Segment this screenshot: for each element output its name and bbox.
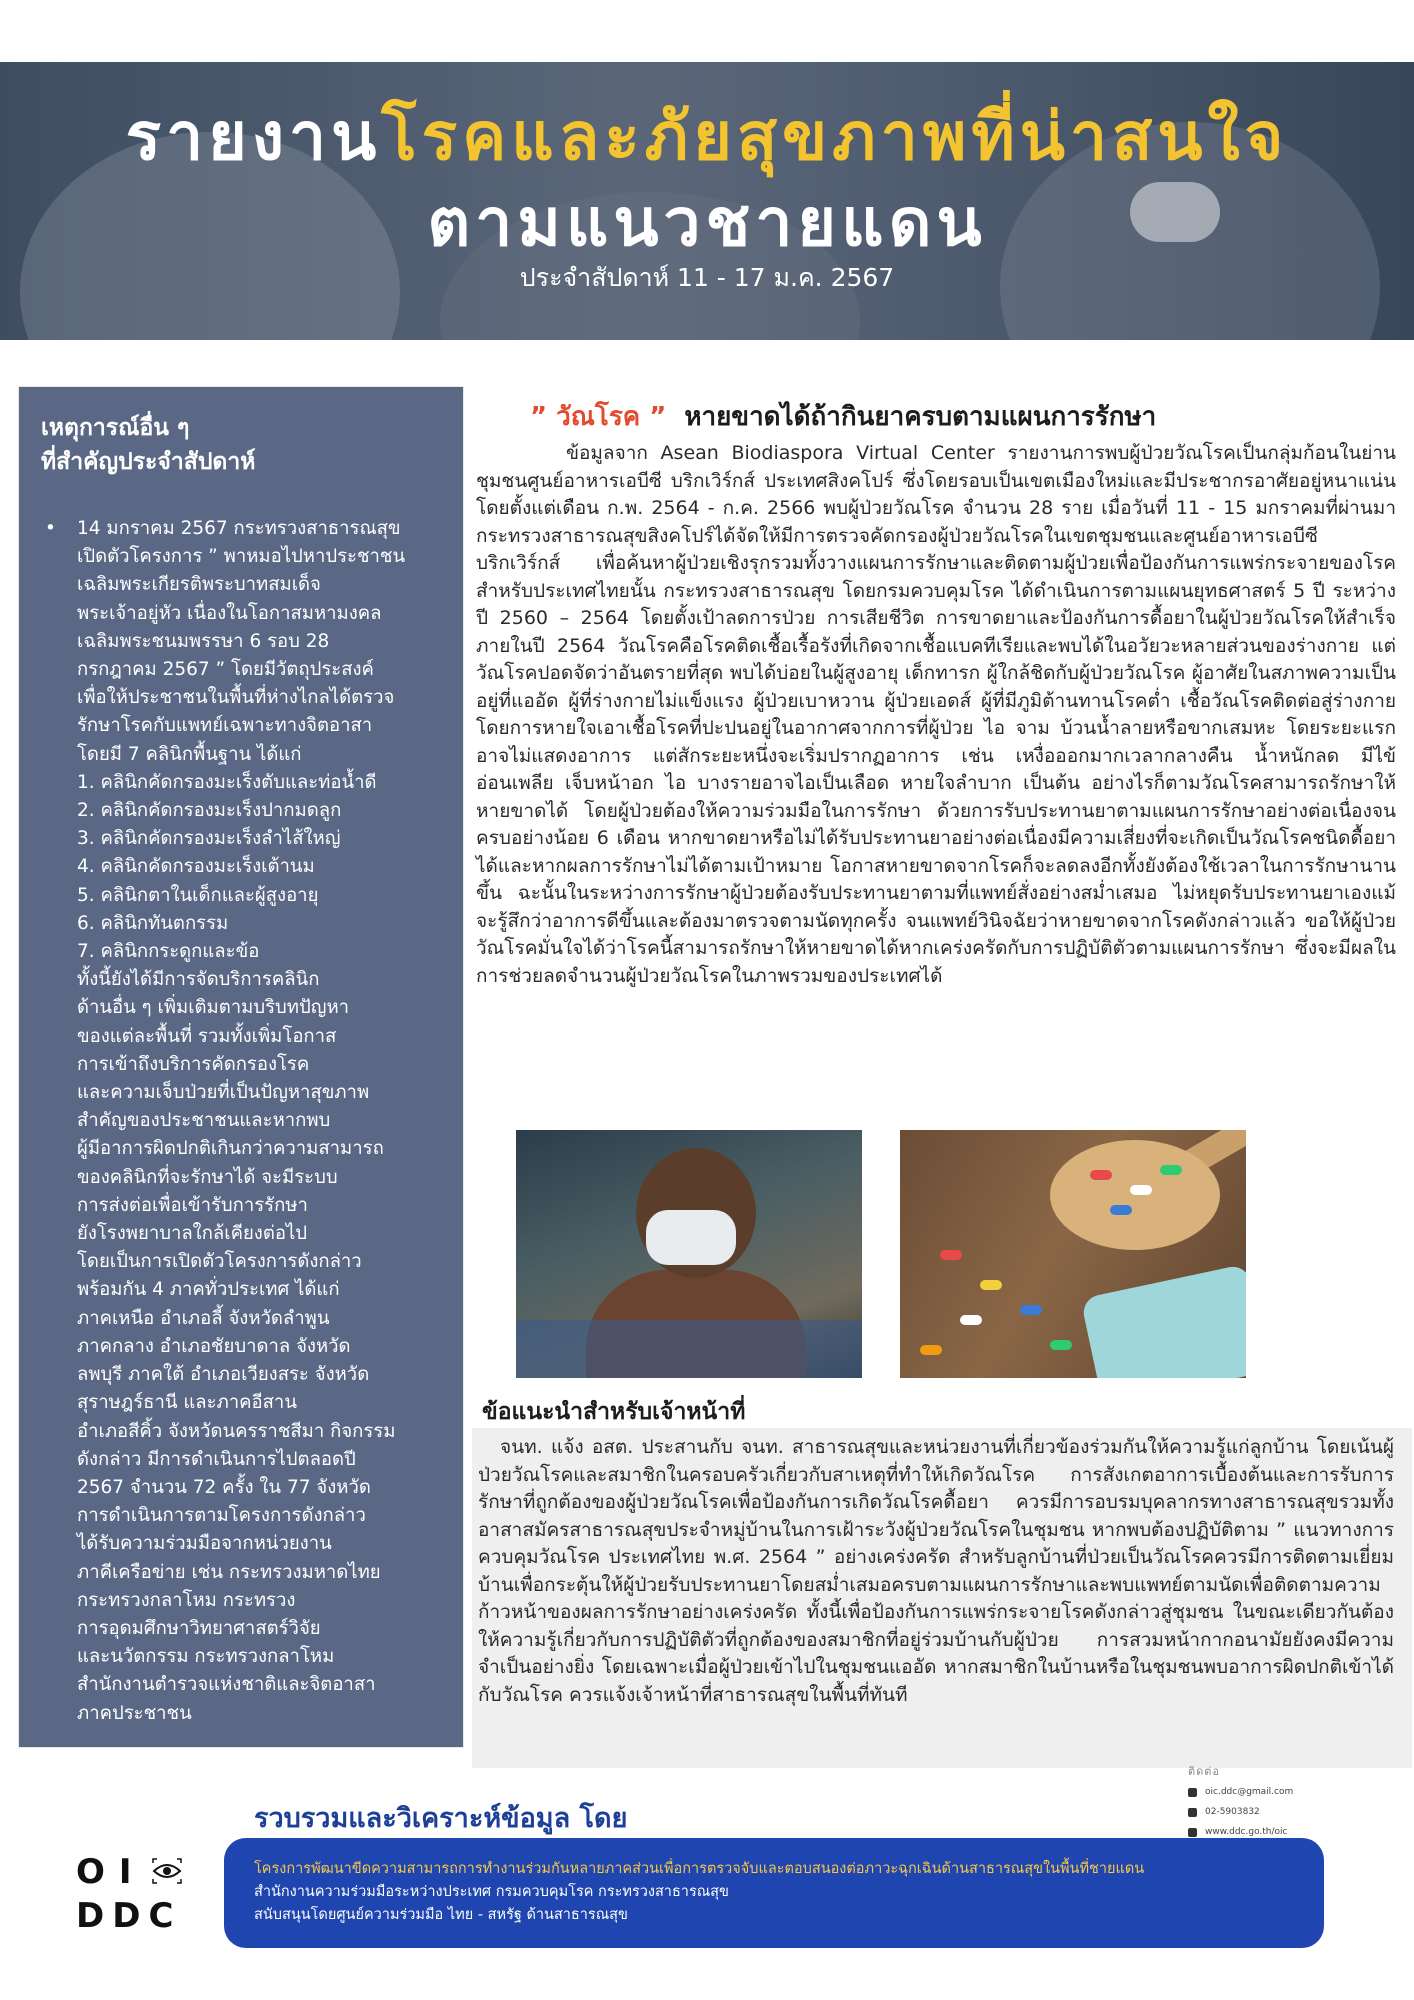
event-text-line: ผู้มีอาการผิดปกติเกินกว่าความสามารถ (77, 1138, 384, 1160)
event-text-line: เพื่อให้ประชาชนในพื้นที่ห่างไกลได้ตรวจ (77, 687, 395, 709)
pill (940, 1250, 962, 1260)
event-text-line: ภาคีเครือข่าย เช่น กระทรวงมหาดไทย (77, 1561, 381, 1583)
contact-email-row (1188, 1782, 1293, 1802)
clinic-list-item: 3. คลินิกคัดกรองมะเร็งลำไส้ใหญ่ (77, 828, 341, 850)
article-paragraph: ข้อมูลจาก Asean Biodiaspora Virtual Center รายงานการพบผู้ป่วยวัณโรคเป็นกลุ่มก้อนในย่านชุมชนศูนย์อาหารเอบีซี บริกเวิร์กส์ ประเทศสิงคโปร์ ซึ่งโดยรอบเป็นเขตเมืองใหม่และมีประชากรอาศัยอยู่หนาแน่น โดยตั้งแต่เดือน ก.พ. 2564 - ก.ค. 2566 พบผู้ป่วยวัณโรค จำนวน 28 ราย เมื่อวันที่ 11 - 15 มกราคมที่ผ่านมา กระทรวงสาธารณสุขสิงคโปร์ได้จัดให้มีการตรวจคัดกรองผู้ป่วยวัณโรคในเขตชุมชนและศูนย์อาหารเอบีซี บริกเวิร์กส์ เพื่อค้นหาผู้ป่วยเชิงรุกรวมทั้งวางแผนการรักษาและติดตามผู้ป่วยเพื่อป้องกันการแพร่กระจายของโรค สำหรับประเทศไทยนั้น กระทรวงสาธารณสุข โดยกรมควบคุมโรค ได้ดำเนินการตามแผนยุทธศาสตร์ 5 ปี ระหว่างปี 2560 – 2564 โดยตั้งเป้าลดการป่วย การเสียชีวิต การขาดยาและป้องกันการดื้อยาในผู้ป่วยวัณโรคให้สำเร็จภายในปี 2564 วัณโรคคือโรคติดเชื้อเรื้อรังที่เกิดจากเชื้อแบคทีเรียและพบได้ในอวัยวะหลายส่วนของร่างกาย แต่วัณโรคปอดจัดว่าอันตรายที่สุด พบได้บ่อยในผู้สูงอายุ เด็กทารก ผู้ใกล้ชิดกับผู้ป่วยวัณโรค ผู้อาศัยในสภาพความเป็นอยู่ที่แออัด ผู้ที่ร่างกายไม่แข็งแรง ผู้ป่วยเบาหวาน ผู้ป่วยเอดส์ ผู้ที่มีภูมิต้านทานโรคต่ำ เชื้อวัณโรคติดต่อสู่ร่างกายโดยการหายใจเอาเชื้อโรคที่ปะปนอยู่ในอากาศจากการที่ผู้ป่วย ไอ จาม บ้วนน้ำลายหรือขากเสมหะ โดยระยะแรกอาจไม่แสดงอาการ แต่สักระยะหนึ่งจะเริ่มปรากฏอาการ เช่น เหงื่อออกมากเวลากลางคืน น้ำหนักลด มีไข้ อ่อนเพลีย เจ็บหน้าอก ไอ บางรายอาจไอเป็นเลือด หายใจลำบาก เป็นต้น อย่างไรก็ตามวัณโรคสามารถรักษาให้หายขาดได้ โดยผู้ป่วยต้องให้ความร่วมมือในการรักษา ด้วยการรับประทานยาตามแผนการรักษาอย่างต่อเนื่องจนครบอย่างน้อย 6 เดือน หากขาดยาหรือไม่ได้รับประทานยาอย่างต่อเนื่องมีความเสี่ยงที่จะเกิดเป็นวัณโรคชนิดดื้อยาได้และหากผลการรักษาไม่ได้ตามเป้าหมาย โอกาสหายขาดจากโรคก็จะลดลงอีกทั้งยังต้องใช้เวลาในการรักษานานขึ้น ฉะนั้นในระหว่างการรักษาผู้ป่วยต้องรับประทานยาตามที่แพทย์สั่งอย่างสม่ำเสมอ ไม่หยุดรับประทานยาเองแม้จะรู้สึกว่าอาการดีขึ้นและต้องมาตรวจตามนัดทุกครั้ง จนแพทย์วินิจฉัยว่าหายขาดจากโรคดังกล่าวแล้ว ขอให้ผู้ป่วยวัณโรคมั่นใจได้ว่าโรคนี้สามารถรักษาให้หายขาดได้หากเคร่งครัดกับการปฏิบัติตัวตามแผนการรักษา ซึ่งจะมีผลในการช่วยลดจำนวนผู้ป่วยวัณโรคในภาพรวมของประเทศได้ (476, 442, 1396, 987)
event-text-line: ดังกล่าว มีการดำเนินการไปตลอดปี (77, 1448, 356, 1470)
surgical-mask (1080, 1264, 1246, 1378)
contact-block (1188, 1762, 1293, 1842)
patient-mask (646, 1210, 736, 1265)
pill (1050, 1340, 1072, 1350)
event-text-line: ยังโรงพยาบาลใกล้เคียงต่อไป (77, 1223, 307, 1245)
page-title-part2: โรคและภัยสุขภาพที่น่าสนใจ (381, 98, 1289, 175)
wooden-spoon (1050, 1140, 1220, 1250)
article-body (476, 440, 1396, 990)
logo-line1: OI (76, 1852, 146, 1892)
event-text-line: 2567 จำนวน 72 ครั้ง ใน 77 จังหวัด (77, 1476, 371, 1498)
event-text-line: โดยมี 7 คลินิกพื้นฐาน ได้แก่ (77, 743, 302, 765)
event-text-line: ภาคกลาง อำเภอชัยบาดาล จังหวัด (77, 1335, 351, 1357)
event-text-line: รักษาโรคกับแพทย์เฉพาะทางจิตอาสา (77, 715, 373, 737)
event-text-line: การส่งต่อเพื่อเข้ารับการรักษา (77, 1194, 308, 1216)
event-text-line: ของแต่ละพื้นที่ รวมทั้งเพิ่มโอกาส (77, 1025, 337, 1047)
event-text-line: พร้อมกัน 4 ภาคทั่วประเทศ ได้แก่ (77, 1279, 340, 1301)
contact-email[interactable]: oic.ddc@gmail.com (1205, 1787, 1294, 1797)
pill (1090, 1170, 1112, 1180)
contact-heading: ติดต่อ (1188, 1765, 1221, 1778)
page-title-line2: ตามแนวชายแดน (427, 184, 987, 261)
event-text-line: สำคัญของประชาชนและหากพบ (77, 1110, 331, 1132)
page-subtitle: ประจำสัปดาห์ 11 - 17 ม.ค. 2567 (519, 263, 895, 292)
article-title (530, 396, 1156, 437)
other-events-heading (41, 411, 255, 479)
other-events-heading-line1: เหตุการณ์อื่น ๆ (41, 415, 190, 441)
event-text-line: ภาคประชาชน (77, 1702, 192, 1724)
globe-icon (1188, 1828, 1197, 1837)
pill (1130, 1185, 1152, 1195)
event-text-line: กระทรวงกลาโหม กระทรวง (77, 1589, 296, 1611)
banner-office: สำนักงานความร่วมมือระหว่างประเทศ กรมควบคุมโรค กระทรวงสาธารณสุข (254, 1884, 729, 1900)
event-text-line: ภาคเหนือ อำเภอลี้ จังหวัดลำพูน (77, 1307, 330, 1329)
article-title-rest: หายขาดได้ถ้ากินยาครบตามแผนการรักษา (684, 402, 1157, 432)
phone-icon (1188, 1808, 1197, 1817)
event-text-line: โดยเป็นการเปิดตัวโครงการดังกล่าว (77, 1251, 362, 1273)
pill (960, 1315, 982, 1325)
event-text-line: ด้านอื่น ๆ เพิ่มเติมตามบริบทปัญหา (77, 997, 350, 1019)
event-text-line: อำเภอสีคิ้ว จังหวัดนครราชสีมา กิจกรรม (77, 1420, 396, 1442)
recommendation-body (478, 1434, 1394, 1709)
tb-patient-photo (516, 1130, 862, 1378)
other-events-panel (18, 386, 464, 1748)
compiled-by-heading: รวบรวมและวิเคราะห์ข้อมูล โดย (254, 1803, 628, 1834)
event-text-line: สุราษฎร์ธานี และภาคอีสาน (77, 1392, 297, 1414)
header-banner (0, 62, 1414, 340)
event-text-line: • 14 มกราคม 2567 กระทรวงสาธารณสุข (41, 515, 453, 543)
event-text-line: และความเจ็บป่วยที่เป็นปัญหาสุขภาพ (77, 1082, 370, 1104)
recommendation-paragraph: จนท. แจ้ง อสต. ประสานกับ จนท. สาธารณสุขและหน่วยงานที่เกี่ยวข้องร่วมกันให้ความรู้แก่ลูกบ้าน โดยเน้นผู้ป่วยวัณโรคและสมาชิกในครอบครัวเกี่ยวกับสาเหตุที่ทำให้เกิดวัณโรค การสังเกตอาการเบื้องต้นและการรับการรักษาที่ถูกต้องของผู้ป่วยวัณโรคเพื่อป้องกันการเกิดวัณโรคดื้อยา ควรมีการอบรมบุคลากรทางสาธารณสุขรวมทั้งอาสาสมัครสาธารณสุขประจำหมู่บ้านในการเฝ้าระวังผู้ป่วยวัณโรคในชุมชน หากพบต้องปฏิบัติตาม ” แนวทางการควบคุมวัณโรค ประเทศไทย พ.ศ. 2564 ” อย่างเคร่งครัด สำหรับลูกบ้านที่ป่วยเป็นวัณโรคควรมีการติดตามเยี่ยมบ้านเพื่อกระตุ้นให้ผู้ป่วยรับประทานยาโดยสม่ำเสมอครบตามแผนการรักษาและพบแพทย์ตามนัดเพื่อติดตามความก้าวหน้าของผลการรักษาอย่างเคร่งครัด ทั้งนี้เพื่อป้องกันการแพร่กระจายโรคดังกล่าวสู่ชุมชน ในขณะเดียวกันต้องให้ความรู้เกี่ยวกับการปฏิบัติตัวที่ถูกต้องของสมาชิกที่อยู่ร่วมบ้านกับผู้ป่วย การสวมหน้ากากอนามัยยังคงมีความจำเป็นอย่างยิ่ง โดยเฉพาะเมื่อผู้ป่วยเข้าไปในชุมชนแออัด หากสมาชิกในบ้านหรือในชุมชนพบอาการผิดปกติเข้าได้กับวัณโรค ควรแจ้งเจ้าหน้าที่สาธารณสุขในพื้นที่ทันที (478, 1436, 1394, 1706)
clinic-list-item: 2. คลินิกคัดกรองมะเร็งปากมดลูก (77, 800, 342, 822)
contact-phone[interactable]: 02-5903832 (1205, 1807, 1260, 1817)
pills-and-mask-photo (900, 1130, 1246, 1378)
clinic-list-item: 1. คลินิกคัดกรองมะเร็งตับและท่อน้ำดี (77, 771, 377, 793)
clinic-list-item: 7. คลินิกกระดูกและข้อ (77, 941, 260, 963)
banner-project-name: โครงการพัฒนาขีดความสามารถการทำงานร่วมกันหลายภาคส่วนเพื่อการตรวจจับและตอบสนองต่อภาวะฉุกเฉินด้านสาธารณสุขในพื้นที่ชายแดน (254, 1861, 1145, 1877)
pill (980, 1280, 1002, 1290)
event-text-line: การเข้าถึงบริการคัดกรองโรค (77, 1053, 310, 1075)
clinic-list-item: 4. คลินิกคัดกรองมะเร็งเต้านม (77, 856, 315, 878)
event-text-line: เฉลิมพระชนมพรรษา 6 รอบ 28 (77, 630, 330, 652)
event-text-line: ได้รับความร่วมมือจากหน่วยงาน (77, 1533, 332, 1555)
recommendation-heading: ข้อแนะนำสำหรับเจ้าหน้าที่ (482, 1399, 746, 1425)
oic-ddc-logo (76, 1852, 186, 1936)
clinic-list-item: 5. คลินิกตาในเด็กและผู้สูงอายุ (77, 884, 319, 906)
event-text-line: เปิดตัวโครงการ ” พาหมอไปหาประชาชน (77, 546, 406, 568)
pill (1110, 1205, 1132, 1215)
pill (1020, 1305, 1042, 1315)
pill (1160, 1165, 1182, 1175)
event-text-line: เฉลิมพระเกียรติพระบาทสมเด็จ (77, 574, 321, 596)
eye-icon (152, 1858, 182, 1884)
pill (920, 1345, 942, 1355)
banner-support: สนับสนุนโดยศูนย์ความร่วมมือ ไทย - สหรัฐ ด้านสาธารณสุข (254, 1907, 628, 1923)
event-text-line: กรกฎาคม 2567 ” โดยมีวัตถุประสงค์ (77, 659, 374, 681)
page-title-part1: รายงาน (125, 98, 382, 175)
contact-website[interactable]: www.ddc.go.th/oic (1205, 1827, 1288, 1837)
clinic-list-item: 6. คลินิกทันตกรรม (77, 912, 229, 934)
project-banner (224, 1838, 1324, 1948)
event-text-line: และนวัตกรรม กระทรวงกลาโหม (77, 1646, 335, 1668)
email-icon (1188, 1788, 1197, 1797)
other-events-body (41, 515, 453, 1728)
other-events-heading-line2: ที่สำคัญประจำสัปดาห์ (41, 449, 256, 475)
event-text-line: พระเจ้าอยู่หัว เนื่องในโอกาสมหามงคล (77, 602, 382, 624)
event-text-line: ของคลินิกที่จะรักษาได้ จะมีระบบ (77, 1166, 338, 1188)
event-text-line: การดำเนินการตามโครงการดังกล่าว (77, 1505, 366, 1527)
event-text-line: สำนักงานตำรวจแห่งชาติและจิตอาสา (77, 1674, 376, 1696)
event-text-line: ลพบุรี ภาคใต้ อำเภอเวียงสระ จังหวัด (77, 1364, 370, 1386)
logo-line2: DDC (76, 1896, 182, 1936)
event-text-line: ทั้งนี้ยังได้มีการจัดบริการคลินิก (77, 969, 320, 991)
event-text-line: การอุดมศึกษาวิทยาศาสตร์วิจัย (77, 1617, 321, 1639)
contact-phone-row (1188, 1802, 1293, 1822)
article-title-keyword: ” วัณโรค ” (530, 402, 667, 432)
bed-sheet (516, 1320, 862, 1378)
